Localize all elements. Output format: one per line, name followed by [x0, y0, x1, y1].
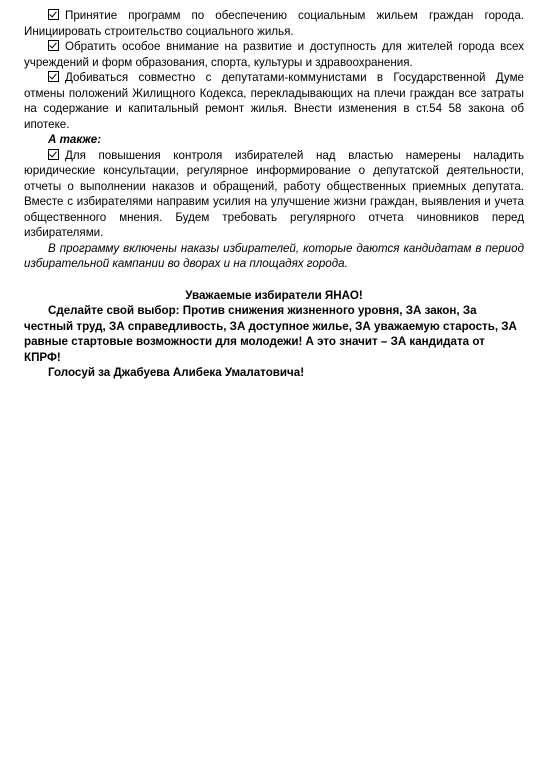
item-text: Принятие программ по обеспечению социальным жильем граждан города. Инициировать строительство социального жилья.: [24, 9, 524, 38]
list-item: [24, 70, 524, 132]
checkbox-icon: [48, 9, 59, 20]
appeal-body: Сделайте свой выбор: Против снижения жизненного уровня, ЗА закон, За честный труд, ЗА справедливость, ЗА доступное жилье, ЗА уважаемую старость, ЗА равные стартовые возможности для молодежи! А это значит – ЗА кандидата от КПРФ!: [24, 304, 517, 364]
document-page: [24, 8, 524, 381]
list-item: [24, 8, 524, 39]
checkbox-icon: [48, 40, 59, 51]
also-heading: А также:: [48, 133, 102, 146]
vote-call: Голосуй за Джабуева Алибека Умалатовича!: [48, 366, 305, 379]
appeal-section: [24, 288, 524, 381]
checkbox-icon: [48, 71, 59, 82]
item-text: Обратить особое внимание на развитие и доступность для жителей города всех учреждений и форм образования, спорта, культуры и здравоохранения.: [24, 40, 524, 69]
list-item: [24, 148, 524, 241]
list-item: [24, 39, 524, 70]
item-text: Добиваться совместно с депутатами-коммунистами в Государственной Думе отмены положений Жилищного Кодекса, перекладывающих на плечи граждан все затраты на содержание и капитальный ремонт жилья. Внести изменения в ст.54 58 закона об ипотеке.: [24, 71, 524, 131]
program-note: В программу включены наказы избирателей, которые даются кандидатам в период избирательной кампании во дворах и на площадях города.: [24, 241, 524, 270]
appeal-heading: Уважаемые избиратели ЯНАО!: [185, 288, 363, 302]
item-text: Для повышения контроля избирателей над властью намерены наладить юридические консультации, регулярное информирование о депутатской деятельности, отчеты о выполнении наказов и обращений, работу общественных приемных депутата. Вместе с избирателями направим усилия на улучшение жизни граждан, выявления и учета общественного мнения. Будем требовать регулярного отчета чиновников перед избирателями.: [24, 148, 524, 239]
checkbox-icon: [48, 149, 59, 160]
